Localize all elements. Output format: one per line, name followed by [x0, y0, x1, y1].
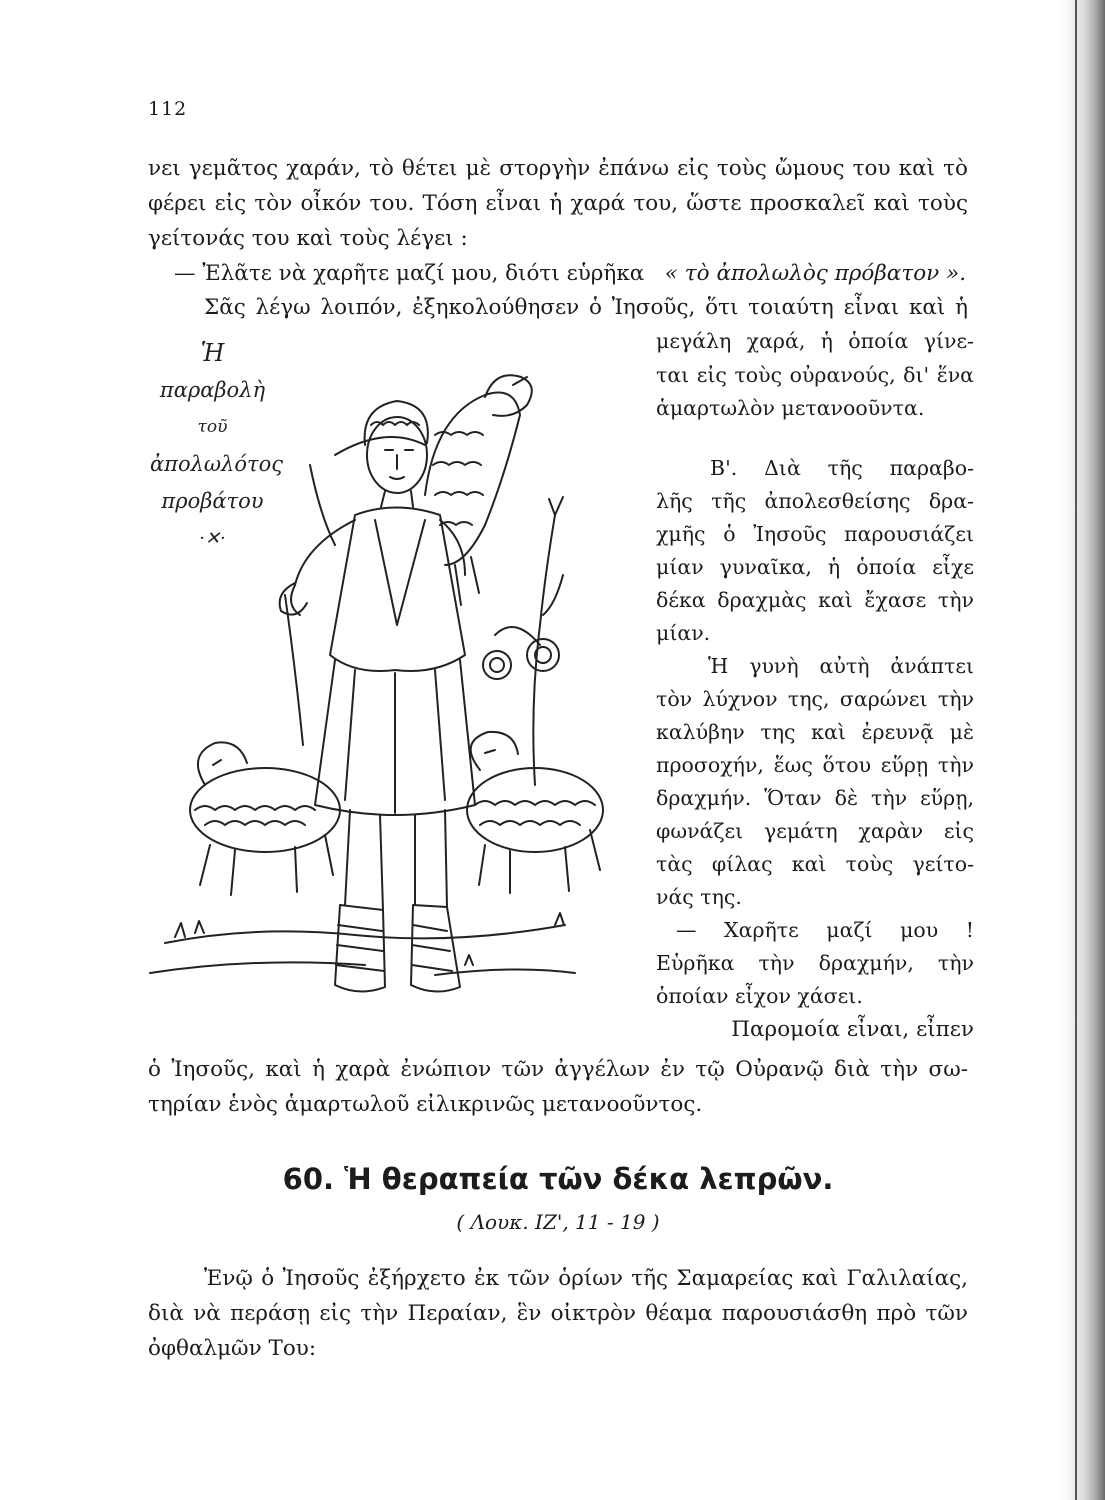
ground-line [435, 969, 575, 975]
tree-icon [483, 497, 563, 785]
caption-word: παραβολὴ [159, 378, 266, 402]
body-line: φέρει εἰς τὸν οἶκόν του. Τόση εἶναι ἡ χαρά του, ὥστε προσκαλεῖ καὶ τοὺς [148, 191, 968, 216]
woman-line: νάς της. [656, 885, 742, 909]
section-b-line: δέκα δραχμὰς καὶ ἔχασε τὴν [656, 588, 974, 612]
rejoice-line: ὁποίαν εἶχον χάσει. [656, 984, 863, 1008]
section-title: 60. Ἡ θεραπεία τῶν δέκα λεπρῶν. [282, 1162, 834, 1196]
section-b-line: χμῆς ὁ Ἰησοῦς παρουσιάζει [656, 522, 974, 546]
parable-end-line: τηρίαν ἑνὸς ἁμαρτωλοῦ εἰλικρινῶς μετανοοῦντος. [148, 1092, 703, 1117]
parable-end-first: Παρομοία εἶναι, εἶπεν [731, 1017, 974, 1042]
caption-word: Ἡ [200, 339, 225, 367]
lesson-line: Σᾶς λέγω λοιπόν, ἐξηκολούθησεν ὁ Ἰησοῦς, ὅτι τοιαύτη εἶναι καὶ ἡ [204, 295, 968, 320]
section-b-line: Β'. Διὰ τῆς παραβο- [710, 456, 974, 480]
section-b-line: μίαν. [656, 621, 711, 645]
woman-line: φωνάζει γεμάτη χαρὰν εἰς [656, 819, 974, 843]
column-line: ἁμαρτωλὸν μετανοοῦντα. [656, 396, 925, 420]
woman-line: δραχμήν. Ὅταν δὲ τὴν εὕρῃ, [656, 786, 974, 810]
shepherd-illustration [135, 325, 655, 1030]
quote-prefix: — Ἐλᾶτε νὰ χαρῆτε μαζί μου, διότι εὑρῆκα [174, 261, 645, 286]
sheep-right-icon [467, 732, 603, 893]
ground-line [150, 962, 365, 973]
page-edge-shadow [1059, 0, 1105, 1500]
final-line: Ἐνῷ ὁ Ἰησοῦς ἐξήρχετο ἐκ τῶν ὁρίων τῆς Σαμαρείας καὶ Γαλιλαίας, [204, 1266, 968, 1291]
shepherd-figure-icon [280, 401, 475, 992]
final-line: διὰ νὰ περάσῃ εἰς τὴν Περαίαν, ἓν οἰκτρὸν θέαμα παρουσιάσθη πρὸ τῶν [148, 1301, 968, 1326]
body-line: νει γεμᾶτος χαράν, τὸ θέτει μὲ στοργὴν ἐπάνω εἰς τοὺς ὤμους του καὶ τὸ [148, 156, 968, 181]
column-line: ται εἰς τοὺς οὐρανούς, δι' ἕνα [656, 363, 974, 387]
final-line: ὀφθαλμῶν Του: [148, 1336, 317, 1361]
caption-word: προβάτου [161, 489, 264, 513]
woman-line: προσοχήν, ἕως ὅτου εὕρῃ τὴν [656, 753, 974, 777]
sheep-left-icon [190, 742, 340, 895]
woman-line: τὰς φίλας καὶ τοὺς γείτο- [656, 852, 974, 876]
rejoice-line: — Χαρῆτε μαζί μου ! [676, 918, 974, 942]
rejoice-line: Εὑρῆκα τὴν δραχμήν, τὴν [656, 951, 974, 975]
section-b-line: λῆς τῆς ἀπολεσθείσης δρα- [656, 489, 974, 513]
woman-line: Ἡ γυνὴ αὐτὴ ἀνάπτει [708, 654, 974, 678]
page-number: 112 [148, 98, 188, 120]
body-line: γείτονάς του καὶ τοὺς λέγει : [148, 226, 468, 251]
quote-line [148, 257, 968, 292]
caption-word: ἀπολωλότος [150, 452, 284, 476]
quote-italic: « τὸ ἀπολωλὸς πρόβατον ». [664, 261, 967, 286]
caption-mark-icon: ·✕· [199, 528, 226, 549]
woman-line: καλύβην της καὶ ἐρευνᾷ μὲ [656, 720, 974, 744]
section-subtitle: ( Λουκ. ΙΖ', 11 - 19 ) [456, 1210, 660, 1234]
parable-end-line: ὁ Ἰησοῦς, καὶ ἡ χαρὰ ἐνώπιον τῶν ἀγγέλων ἐν τῷ Οὐρανῷ διὰ τὴν σω- [148, 1057, 968, 1082]
column-line: μεγάλη χαρά, ἡ ὁποία γίνε- [656, 329, 974, 353]
sheep-on-shoulders-icon [310, 375, 532, 605]
caption-word: τοῦ [197, 417, 228, 437]
woman-line: τὸν λύχνον της, σαρώνει τὴν [656, 687, 974, 711]
section-b-line: μίαν γυναῖκα, ἡ ὁποία εἶχε [656, 555, 974, 579]
